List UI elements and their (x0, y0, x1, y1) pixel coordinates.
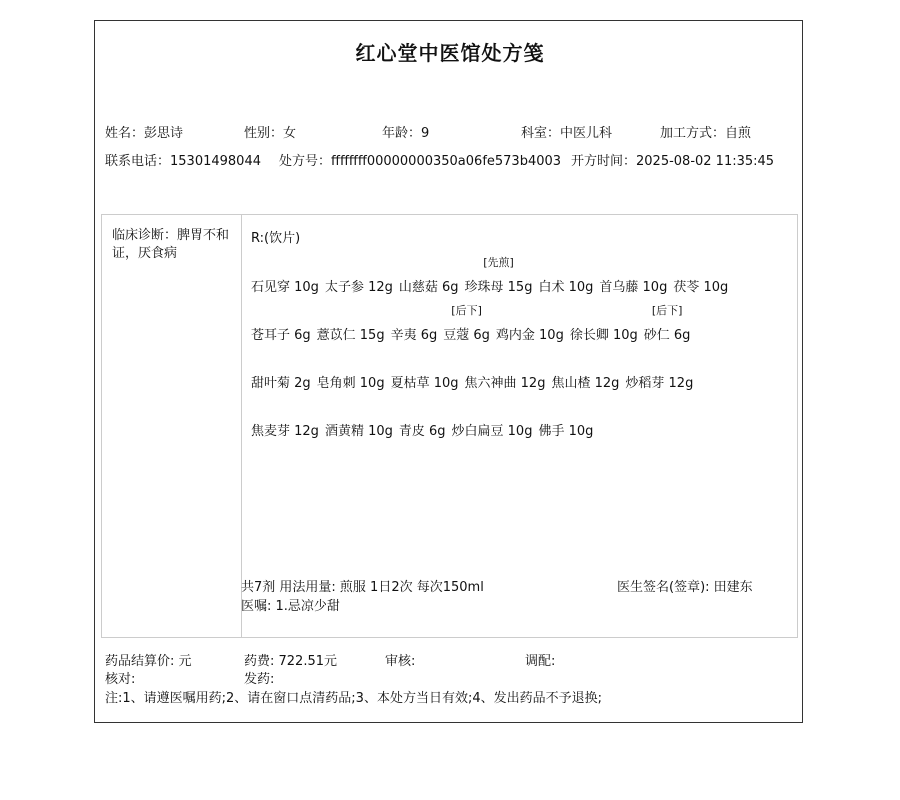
herb-name: 石见穿 10g (251, 280, 319, 295)
herb-note: [后下] (451, 304, 482, 317)
clinical-diagnosis: 临床诊断：脾胃不和证，厌食病 (112, 228, 230, 261)
notice-text: 注:1、请遵医嘱用药;2、请在窗口点清药品;3、本处方当日有效;4、发出药品不予退换; (105, 691, 602, 706)
medical-advice: 医嘱: 1.忌凉少甜 (241, 599, 340, 614)
herb-name: 砂仁 6g (643, 328, 691, 343)
contact-phone: 联系电话：15301498044 (105, 154, 261, 169)
herb-item (251, 420, 319, 439)
herb-note: [先煎] (483, 256, 514, 269)
herb-line (251, 420, 599, 439)
herb-name: 焦麦芽 12g (251, 424, 319, 439)
herb-name: 薏苡仁 15g (316, 328, 385, 343)
herb-name: 焦山楂 12g (551, 376, 620, 391)
dosage-instructions: 共7剂 用法用量: 煎服 1日2次 每次150ml (241, 580, 484, 595)
check-label: 核对: (105, 672, 136, 687)
herb-item (317, 324, 385, 343)
herb-name: 徐长卿 10g (569, 328, 638, 343)
herb-item (325, 420, 393, 439)
herb-item (551, 372, 619, 391)
herb-name: 太子参 12g (324, 280, 393, 295)
issue-label: 发药: (244, 672, 275, 687)
patient-name: 姓名：彭思诗 (105, 126, 184, 141)
herb-name: 茯苓 10g (673, 280, 729, 295)
herb-name: 炒白扁豆 10g (451, 424, 533, 439)
herb-item (325, 276, 393, 295)
herb-item (251, 324, 311, 343)
herb-item (599, 276, 667, 295)
herb-name: 苍耳子 6g (251, 328, 311, 343)
doctor-signature: 医生签名(签章): 田建东 (617, 580, 753, 595)
drug-fee: 药费: 722.51元 (244, 654, 337, 669)
review-label: 审核: (385, 654, 416, 669)
herb-item (452, 420, 533, 439)
herb-item (496, 324, 564, 343)
herb-item (465, 372, 546, 391)
processing-method: 加工方式：自煎 (660, 126, 752, 141)
herb-item (570, 324, 638, 343)
prescription-number: 处方号：ffffffff00000000350a06fe573b4003 (279, 154, 562, 169)
herb-item (399, 420, 446, 439)
herb-name: 首乌藤 10g (599, 280, 668, 295)
herb-item (625, 372, 693, 391)
herb-name: 酒黄精 10g (324, 424, 393, 439)
herb-name: 青皮 6g (398, 424, 446, 439)
herb-item (391, 324, 438, 343)
herb-name: 夏枯草 10g (390, 376, 459, 391)
dispense-label: 调配: (525, 654, 556, 669)
herb-item (251, 372, 311, 391)
herb-line (251, 304, 696, 343)
herb-name: 鸡内金 10g (495, 328, 564, 343)
herb-line (251, 256, 734, 295)
herb-name: 辛夷 6g (390, 328, 438, 343)
herb-name: 白术 10g (538, 280, 594, 295)
herb-name: 珍珠母 15g (464, 280, 533, 295)
herb-line (251, 372, 699, 391)
herb-name: 甜叶菊 2g (251, 376, 311, 391)
herb-item (464, 256, 533, 295)
patient-gender: 性别：女 (244, 126, 297, 141)
herb-item (538, 420, 593, 439)
prescription-divider (241, 215, 242, 637)
herb-item (251, 276, 319, 295)
herb-name: 山慈菇 6g (398, 280, 459, 295)
herb-item (399, 276, 459, 295)
herb-item (538, 276, 593, 295)
herb-item (643, 304, 691, 343)
settlement-price: 药品结算价: 元 (105, 654, 192, 669)
prescription-time: 开方时间：2025-08-02 11:35:45 (571, 154, 775, 169)
patient-age: 年龄：9 (382, 126, 430, 141)
herb-item (317, 372, 385, 391)
page-title: 红心堂中医馆处方笺 (355, 41, 545, 65)
herb-name: 皂角刺 10g (316, 376, 385, 391)
herb-name: 豆蔻 6g (443, 328, 490, 343)
herb-name: 炒稻芽 12g (625, 376, 694, 391)
herb-note: [后下] (651, 304, 683, 317)
herb-item (391, 372, 459, 391)
rx-label: R:(饮片) (251, 231, 301, 246)
herb-name: 焦六神曲 12g (464, 376, 546, 391)
department: 科室：中医儿科 (521, 126, 613, 141)
herb-item (443, 304, 490, 343)
herb-item (673, 276, 728, 295)
herb-name: 佛手 10g (538, 424, 594, 439)
